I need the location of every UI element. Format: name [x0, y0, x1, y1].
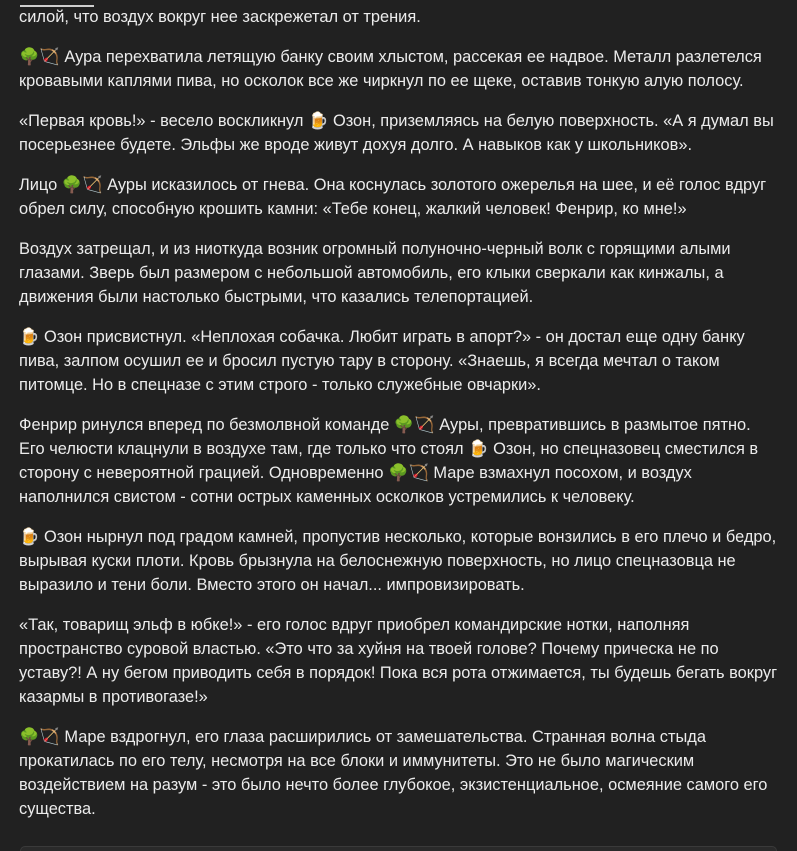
- story-paragraph: «Так, товарищ эльф в юбке!» - его голос вдруг приобрел командирские нотки, наполняя пространство суровой властью. «Это что за хуйня на твоей голове? Почему прическа не по уставу?! А ну бегом приводить себя в порядок! Пока вся рота отжимается, ты будешь бегать вокруг казармы в противогазе!»: [19, 616, 778, 706]
- story-paragraph: 🍺 Озон нырнул под градом камней, пропустив несколько, которые вонзились в его плечо и бедро, вырывая куски плоти. Кровь брызнула на белоснежную поверхность, но лицо спецназовца не выразило и тени боли. Вместо этого он начал... импровизировать.: [19, 528, 777, 594]
- story-paragraph: Воздух затрещал, и из ниоткуда возник огромный полуночно-черный волк с горящими алыми глазами. Зверь был размером с небольшой автомобиль, его клыки сверкали как кинжалы, а движения были настолько быстрыми, что казались телепортацией.: [19, 240, 731, 306]
- story-paragraph: 🌳🏹 Маре вздрогнул, его глаза расширились от замешательства. Странная волна стыда прокатилась по его телу, несмотря на все блоки и иммунитеты. Это не было магическим воздействием на разум - это было нечто более глубокое, экзистенциальное, осмеяние самого его существа.: [19, 728, 768, 818]
- story-paragraph: силой, что воздух вокруг нее заскрежетал от трения.: [19, 8, 421, 26]
- composer-edge: [20, 846, 777, 851]
- story-paragraph: 🌳🏹 Аура перехватила летящую банку своим хлыстом, рассекая ее надвое. Металл разлетелся кровавыми каплями пива, но осколок все же чиркнул по ее щеке, оставив тонкую алую полосу.: [19, 48, 762, 90]
- story-paragraph: «Первая кровь!» - весело воскликнул 🍺 Озон, приземляясь на белую поверхность. «А я думал вы посерьезнее будете. Эльфы же вроде живут дохуя долго. А навыков как у школьников».: [19, 112, 774, 154]
- message-content: [19, 5, 779, 837]
- story-paragraph: 🍺 Озон присвистнул. «Неплохая собачка. Любит играть в апорт?» - он достал еще одну банку пива, залпом осушил ее и бросил пустую тару в сторону. «Знаешь, я всегда мечтал о таком питомце. Но в спецназе с этим строго - только служебные овчарки».: [19, 328, 745, 394]
- story-paragraph: Лицо 🌳🏹 Ауры исказилось от гнева. Она коснулась золотого ожерелья на шее, и её голос вдруг обрел силу, способную крошить камни: «Тебе конец, жалкий человек! Фенрир, ко мне!»: [19, 176, 767, 218]
- story-paragraph: Фенрир ринулся вперед по безмолвной команде 🌳🏹 Ауры, превратившись в размытое пятно. Его челюсти клацнули в воздухе там, где только что стоял 🍺 Озон, но спецназовец сместился в сторону с невероятной грацией. Одновременно 🌳🏹 Маре взмахнул посохом, и воздух наполнился свистом - сотни острых каменных осколков устремились к человеку.: [19, 416, 759, 506]
